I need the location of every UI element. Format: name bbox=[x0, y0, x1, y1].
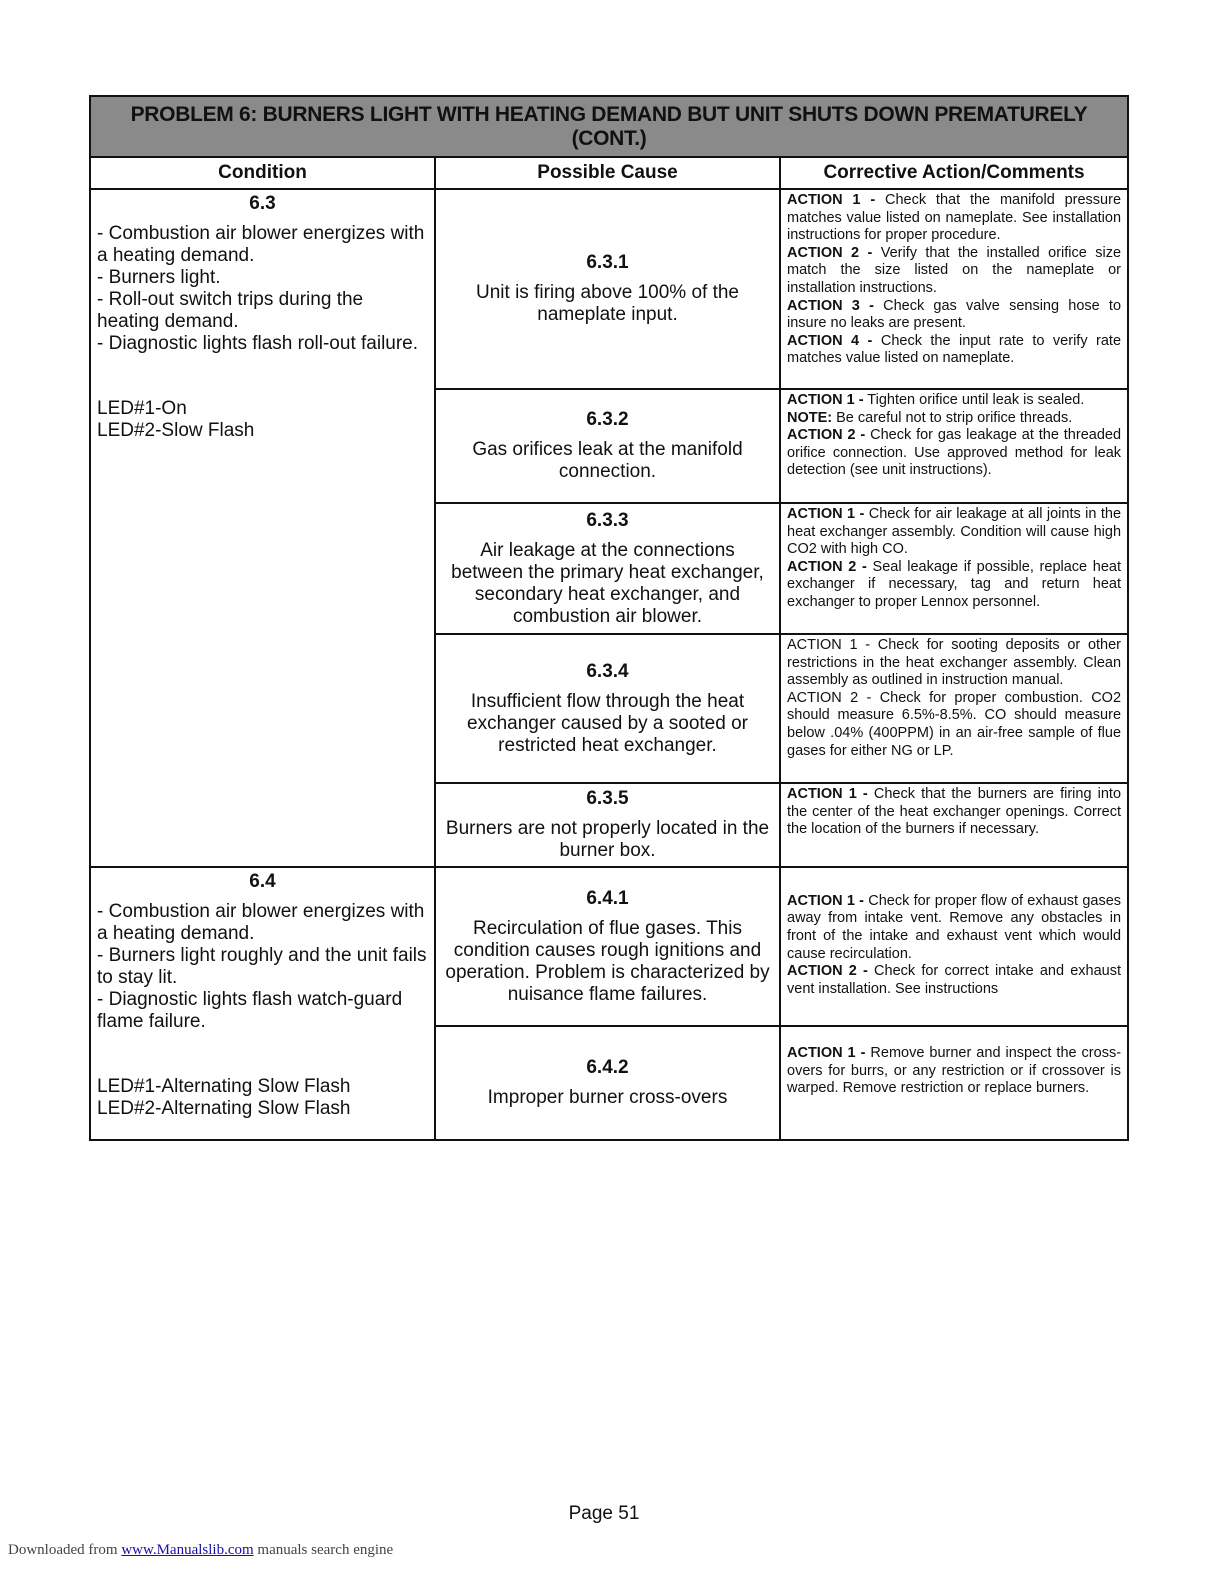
led-status: LED#2-Slow Flash bbox=[97, 420, 255, 441]
cause-6-3-2 bbox=[435, 389, 780, 503]
action-item: ACTION 4 - Check the input rate to verify rate matches value listed on nameplate. bbox=[787, 332, 1122, 367]
condition-6-3 bbox=[90, 189, 435, 867]
action-item: ACTION 1 - Tighten orifice until leak is sealed. bbox=[787, 392, 1085, 408]
action-item: NOTE: Be careful not to strip orifice threads. bbox=[787, 409, 1073, 426]
action-item: ACTION 2 - Seal leakage if possible, replace heat exchanger if necessary, tag and return heat exchanger to proper Lennox personnel. bbox=[787, 558, 1122, 610]
action-cell bbox=[780, 389, 1128, 503]
cause-text: Burners are not properly located in the burner box. bbox=[445, 818, 770, 861]
download-note: Downloaded from www.Manualslib.com manuals search engine bbox=[8, 1542, 394, 1558]
action-item: ACTION 1 - Check for air leakage at all joints in the heat exchanger assembly. Condition will cause high CO2 with high CO. bbox=[787, 506, 1122, 558]
action-item: ACTION 1 - Check that the manifold pressure matches value listed on nameplate. See installation instructions for proper procedure. bbox=[787, 192, 1122, 244]
header-action: Corrective Action/Comments bbox=[780, 157, 1128, 189]
condition-line: - Burners light roughly and the unit fails to stay lit. bbox=[97, 945, 427, 988]
condition-6-4 bbox=[90, 867, 435, 1140]
action-item: ACTION 2 - Check for correct intake and exhaust vent installation. See instructions bbox=[787, 963, 1122, 997]
action-item: ACTION 3 - Check gas valve sensing hose to insure no leaks are present. bbox=[787, 297, 1122, 332]
table-title: PROBLEM 6: BURNERS LIGHT WITH HEATING DEMAND BUT UNIT SHUTS DOWN PREMATURELY (CONT.) bbox=[90, 96, 1128, 157]
cause-text: Recirculation of flue gases. This condition causes rough ignitions and operation. Problem is characterized by nuisance flame failures. bbox=[445, 917, 770, 1005]
action-item: ACTION 1 - Check that the burners are firing into the center of the heat exchanger openings. Correct the location of the burners if necessary. bbox=[787, 786, 1122, 838]
action-item: ACTION 1 - Check for sooting deposits or other restrictions in the heat exchanger assembly. Clean assembly as outlined in instruction manual. bbox=[787, 637, 1122, 689]
cause-6-3-4 bbox=[435, 634, 780, 783]
condition-line: - Burners light. bbox=[97, 267, 221, 288]
cause-6-4-1 bbox=[435, 867, 780, 1026]
action-cell bbox=[780, 634, 1128, 783]
condition-line: - Roll-out switch trips during the heating demand. bbox=[97, 289, 364, 332]
action-item: ACTION 1 - Remove burner and inspect the cross-overs for burrs, or any restriction or if crossover is warped. Remove restriction or replace burners. bbox=[787, 1045, 1122, 1097]
cause-6-3-3 bbox=[435, 503, 780, 634]
cause-number: 6.3.4 bbox=[586, 660, 629, 682]
troubleshooting-table bbox=[89, 95, 1129, 1141]
cause-6-3-1 bbox=[435, 189, 780, 389]
action-cell bbox=[780, 503, 1128, 634]
cause-text: Insufficient flow through the heat exchanger caused by a sooted or restricted heat exchanger. bbox=[467, 690, 748, 756]
cause-number: 6.3.5 bbox=[586, 788, 629, 809]
action-cell bbox=[780, 189, 1128, 389]
cause-text: Air leakage at the connections between the primary heat exchanger, secondary heat exchanger, and combustion air blower. bbox=[451, 539, 764, 627]
header-condition: Condition bbox=[90, 157, 435, 189]
header-cause: Possible Cause bbox=[435, 157, 780, 189]
cause-number: 6.3.3 bbox=[586, 509, 629, 531]
action-cell bbox=[780, 1026, 1128, 1140]
action-item: ACTION 1 - Check for proper flow of exhaust gases away from intake vent. Remove any obstacles in front of the intake and exhaust vent which would cause recirculation. bbox=[787, 892, 1122, 962]
condition-line: - Diagnostic lights flash watch-guard flame failure. bbox=[97, 989, 403, 1032]
led-status: LED#2-Alternating Slow Flash bbox=[97, 1098, 351, 1119]
led-status: LED#1-Alternating Slow Flash bbox=[97, 1076, 351, 1097]
condition-line: - Diagnostic lights flash roll-out failure. bbox=[97, 333, 419, 354]
cause-text: Improper burner cross-overs bbox=[487, 1087, 728, 1108]
condition-number: 6.3 bbox=[249, 193, 276, 214]
condition-line: - Combustion air blower energizes with a heating demand. bbox=[97, 901, 425, 944]
condition-number: 6.4 bbox=[249, 871, 276, 892]
cause-text: Unit is firing above 100% of the nameplate input. bbox=[476, 282, 739, 325]
cause-number: 6.4.1 bbox=[586, 887, 629, 909]
cause-6-4-2 bbox=[435, 1026, 780, 1140]
action-cell bbox=[780, 783, 1128, 867]
cause-text: Gas orifices leak at the manifold connection. bbox=[472, 439, 743, 482]
action-cell bbox=[780, 867, 1128, 1026]
cause-6-3-5 bbox=[435, 783, 780, 867]
action-item: ACTION 2 - Check for gas leakage at the threaded orifice connection. Use approved method for leak detection (see unit instructions). bbox=[787, 427, 1122, 479]
page-number: Page 51 bbox=[568, 1503, 640, 1524]
cause-number: 6.3.1 bbox=[586, 252, 629, 273]
condition-line: - Combustion air blower energizes with a heating demand. bbox=[97, 223, 425, 266]
manualslib-link[interactable]: www.Manualslib.com bbox=[121, 1542, 254, 1558]
cause-number: 6.3.2 bbox=[586, 409, 629, 430]
action-item: ACTION 2 - Verify that the installed orifice size match the size listed on the nameplate or installation instructions. bbox=[787, 244, 1122, 296]
cause-number: 6.4.2 bbox=[586, 1057, 629, 1078]
action-item: ACTION 2 - Check for proper combustion. CO2 should measure 6.5%-8.5%. CO should measure below .04% (400PPM) in an air-free sample of flue gases for either NG or LP. bbox=[787, 689, 1122, 759]
led-status: LED#1-On bbox=[97, 398, 187, 419]
